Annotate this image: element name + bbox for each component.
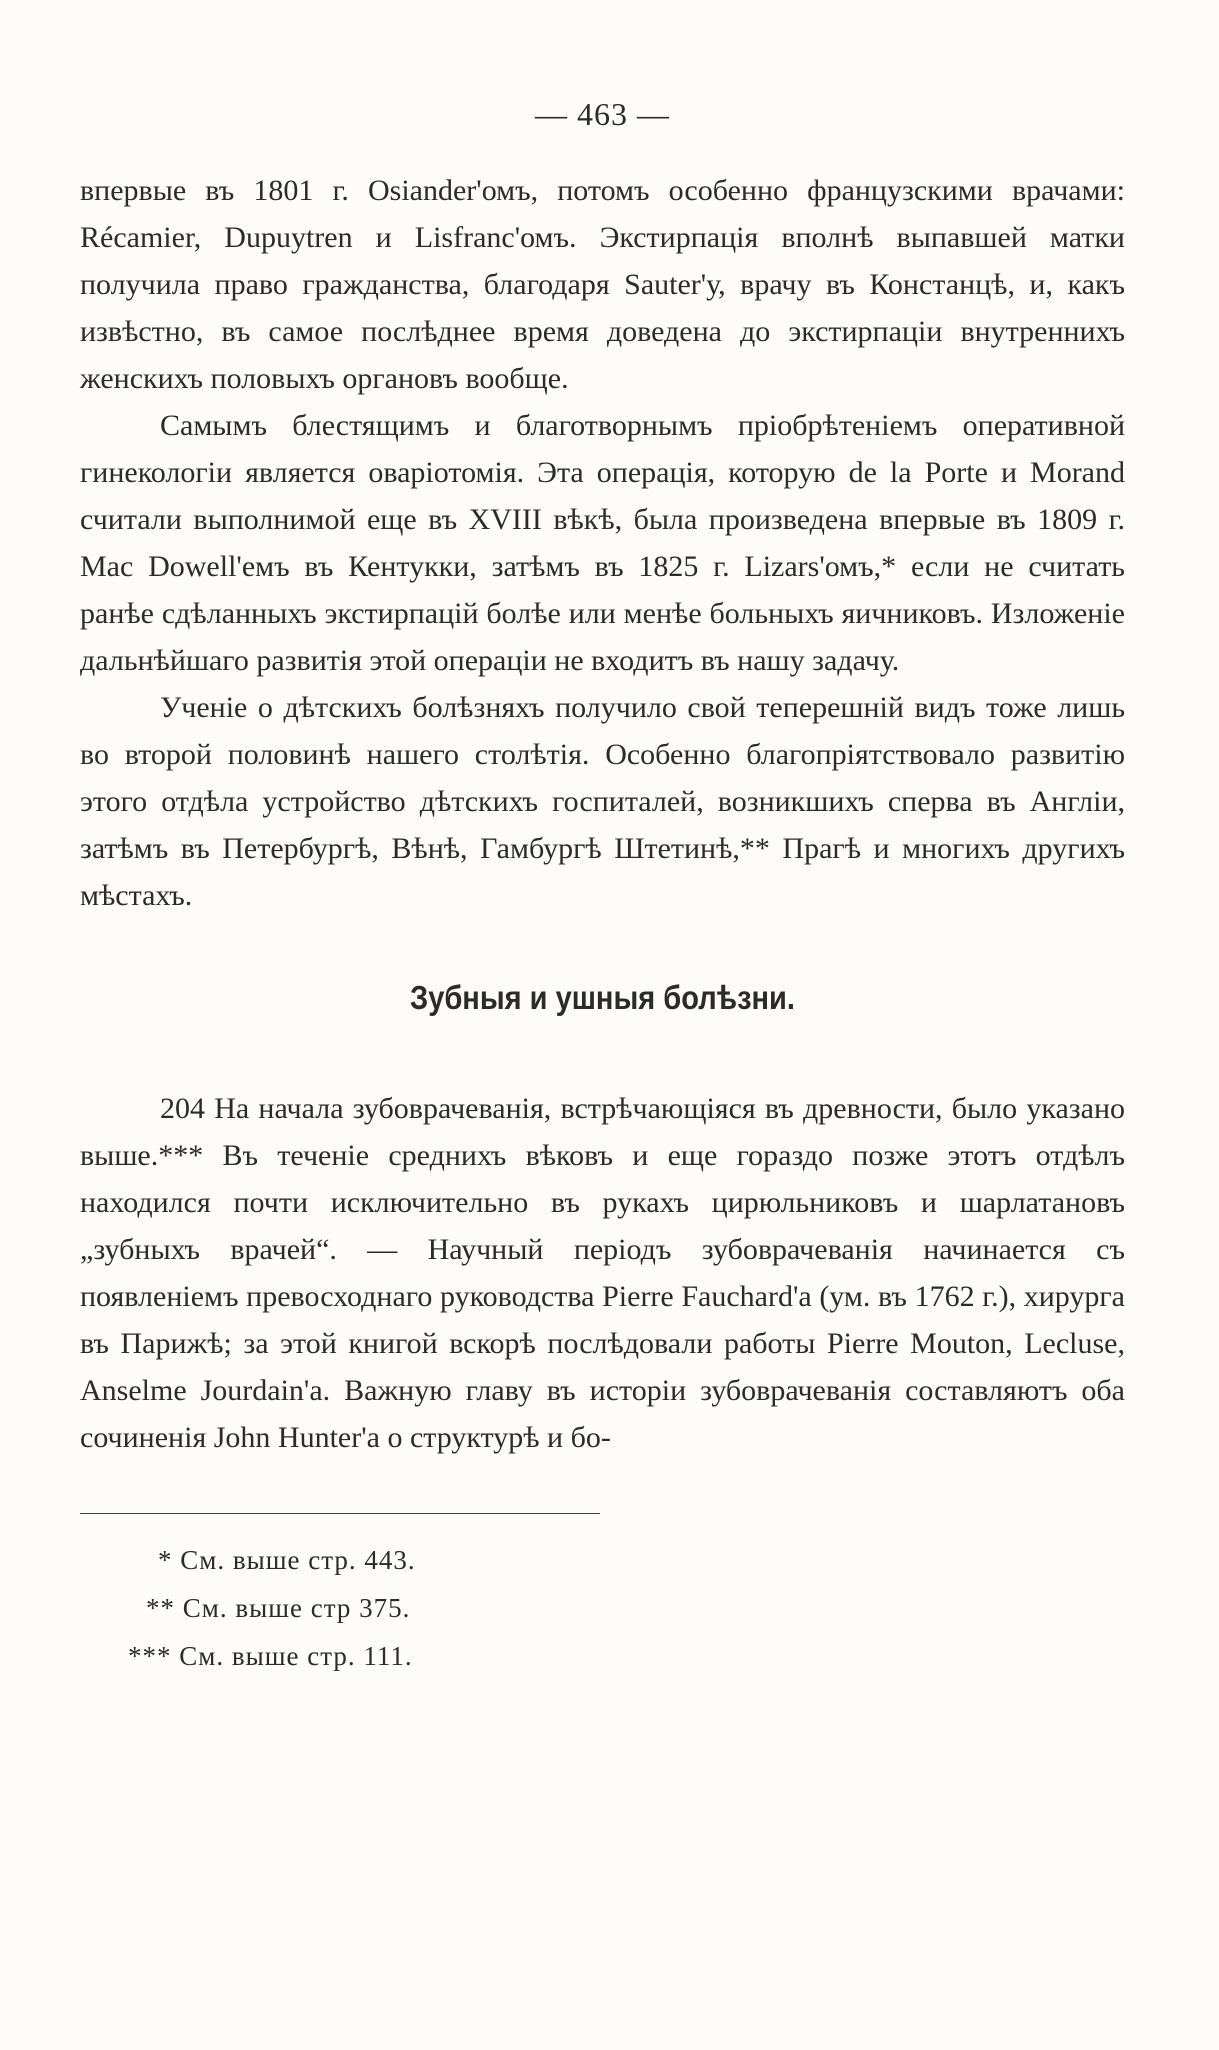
paragraph-3: Ученіе о дѣтскихъ болѣзняхъ получило свой теперешній видъ тоже лишь во второй половинѣ нашего столѣтія. Особенно благопріятствовало развитію этого отдѣла устройство дѣтскихъ госпиталей, возникшихъ сперва въ Англіи, затѣмъ въ Петербургѣ, Вѣнѣ, Гамбургѣ Штетинѣ,** Прагѣ и многихъ другихъ мѣстахъ. [80, 691, 1125, 912]
paragraph-2: Самымъ блестящимъ и благотворнымъ пріобрѣтеніемъ оперативной гинекологіи является оваріотомія. Эта операція, которую de la Porte и Morand считали выполнимой еще въ XVIII вѣкѣ, была произведена впервые въ 1809 г. Mac Dowell'емъ въ Кентукки, затѣмъ въ 1825 г. Lizars'омъ,* если не считать ранѣе сдѣланныхъ экстирпацій болѣе или менѣе больныхъ яичниковъ. Изложеніе дальнѣйшаго развитія этой операціи не входитъ въ нашу задачу. [80, 409, 1125, 677]
page-number: — 463 — [535, 96, 670, 132]
section-heading: Зубныя и ушныя болѣзни. [410, 979, 795, 1016]
document-page [80, 96, 1125, 1680]
paragraph-1: впервые въ 1801 г. Osiander'омъ, потомъ особенно французскими врачами: Récamier, Dupuytren и Lisfranc'омъ. Экстирпація вполнѣ выпавшей матки получила право гражданства, благодаря Sauter'у, врачу въ Констанцѣ, и, какъ извѣстно, въ самое послѣднее время доведена до экстирпаціи внутреннихъ женскихъ половыхъ органовъ вообще. [80, 174, 1125, 395]
section-paragraph: 204 На начала зубоврачеванія, встрѣчающіяся въ древности, было указано выше.*** Въ теченіе среднихъ вѣковъ и еще гораздо позже этотъ отдѣлъ находился почти исключительно въ рукахъ цирюльниковъ и шарлатановъ „зубныхъ врачей“. — Научный періодъ зубоврачеванія начинается съ появленіемъ превосходнаго руководства Pierre Fauchard'a (ум. въ 1762 г.), хирурга въ Парижѣ; за этой книгой вскорѣ послѣдовали работы Pierre Mouton, Lecluse, Anselme Jourdain'a. Важную главу въ исторіи зубоврачеванія составляютъ оба сочиненія John Hunter'a о структурѣ и бо- [80, 1092, 1125, 1454]
footnote-2: ** См. выше стр 375. [146, 1593, 411, 1623]
footnote-1: * См. выше стр. 443. [158, 1545, 416, 1575]
footnote-divider [80, 1513, 600, 1514]
footnote-3: *** См. выше стр. 111. [128, 1641, 413, 1671]
